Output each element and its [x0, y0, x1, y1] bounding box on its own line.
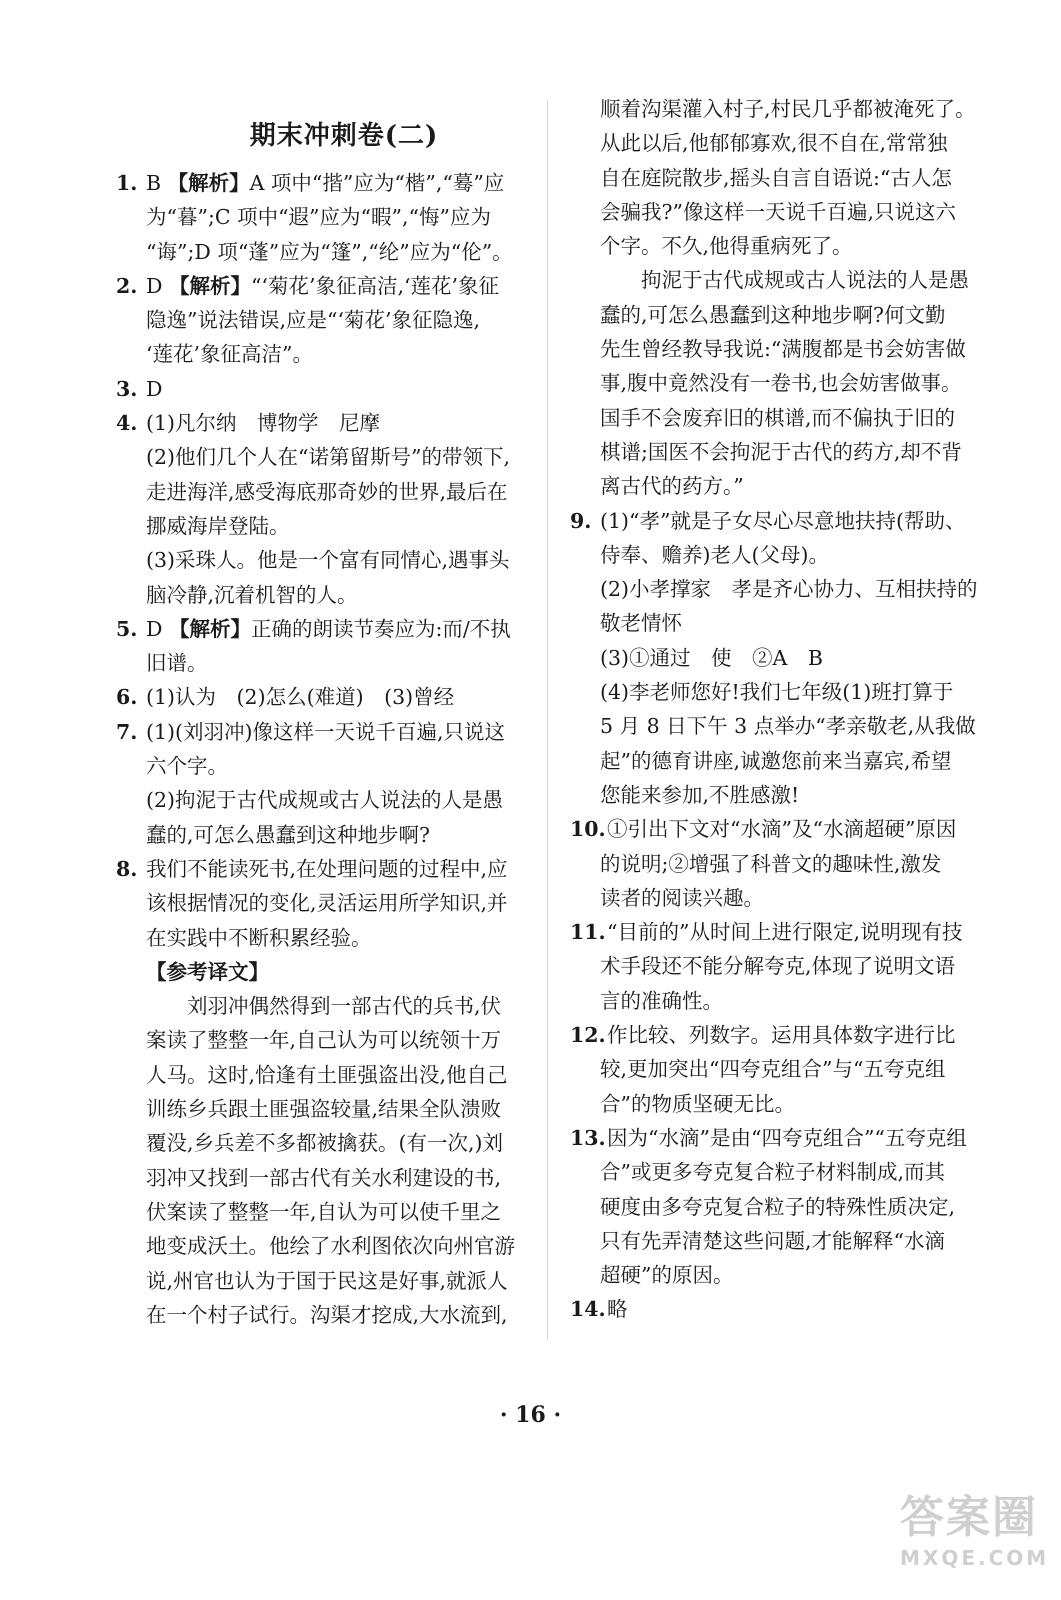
text-line: (2)拘泥于古代成规或古人说法的人是愚 [146, 788, 504, 813]
text-line: 言的准确性。 [600, 988, 723, 1013]
text-line: ‘莲花’象征高洁”。 [146, 342, 314, 367]
answer-number: 3. [116, 376, 138, 401]
text-line: 人马。这时,恰逢有土匪强盗出没,他自己 [146, 1062, 508, 1087]
answer-item [116, 372, 554, 406]
answer-number: 11. [570, 920, 606, 945]
answer-item [570, 915, 1010, 949]
text-line: 旧谱。 [146, 651, 208, 676]
answer-text: ①引出下文对“水滴”及“水滴超硬”原因 [607, 817, 957, 842]
text-line: 蠢的,可怎么愚蠢到这种地步啊? [146, 822, 431, 847]
answer-item [116, 406, 554, 440]
left-column [116, 96, 554, 1332]
watermark-logo [900, 1490, 1050, 1590]
answer-text: 略 [607, 1297, 628, 1322]
answer-number: 14. [570, 1297, 606, 1322]
text-line: (3)①通过 使 ②A B [600, 645, 823, 670]
answer-text: “‘菊花’象征高洁,‘莲花’象征 [250, 273, 500, 298]
answer-text: (1)“孝”就是子女尽心尽意地扶持(帮助、 [600, 508, 966, 533]
text-line: 事,腹中竟然没有一卷书,也会妨害做事。 [600, 371, 962, 396]
answer-number: 4. [116, 411, 138, 436]
text-line: (4)李老师您好!我们七年级(1)班打算于 [600, 680, 954, 705]
text-line: 挪威海岸登陆。 [146, 513, 290, 538]
answer-item [116, 680, 554, 714]
text-line: 训练乡兵跟土匪强盗较量,结果全队溃败 [146, 1097, 502, 1122]
analysis-tag: 【解析】 [168, 273, 251, 298]
text-line: 在一个村子试行。沟渠才挖成,大水流到, [146, 1302, 508, 1327]
answer-text: (1)(刘羽冲)像这样一天说千百遍,只说这 [146, 719, 506, 744]
answer-item [116, 715, 554, 749]
text-line: 先生曾经教导我说:“满腹都是书会妨害做 [600, 337, 966, 362]
text-line: 伏案读了整整一年,自认为可以使千里之 [146, 1199, 502, 1224]
text-line: 5 月 8 日下午 3 点举办“孝亲敬老,从我做 [600, 714, 976, 739]
text-line: 说,州官也认为于国于民这是好事,就派人 [146, 1268, 508, 1293]
text-line: 自在庭院散步,摇头自言自语说:“古人怎 [600, 165, 952, 190]
answer-text: D [146, 376, 163, 401]
answer-item [570, 1018, 1010, 1052]
answer-number: 8. [116, 856, 138, 881]
paragraph-start-line: 刘羽冲偶然得到一部古代的兵书,伏 [187, 994, 502, 1019]
text-line: (2)小孝撑家 孝是齐心协力、互相扶持的 [600, 577, 978, 602]
watermark-chars: 答案圈 [900, 1492, 1038, 1543]
answer-text: 因为“水滴”是由“四夸克组合”“五夸克组 [607, 1125, 967, 1150]
answer-text: (1)认为 (2)怎么(难道) (3)曾经 [146, 685, 455, 710]
answer-number: 13. [570, 1125, 606, 1150]
text-line: 案读了整整一年,自己认为可以统领十万 [146, 1028, 502, 1053]
answer-number: 5. [116, 616, 138, 641]
answer-item [116, 612, 554, 646]
text-line: 脑冷静,沉着机智的人。 [146, 582, 358, 607]
answer-item [116, 269, 554, 303]
text-line: 只有先弄清楚这些问题,才能解释“水滴 [600, 1228, 945, 1253]
answer-text: 正确的朗读节奏应为:而/不执 [250, 616, 511, 641]
text-line: 术手段还不能分解夸克,体现了说明文语 [600, 954, 956, 979]
text-line: 起”的德育讲座,诚邀您前来当嘉宾,希望 [600, 748, 952, 773]
text-line: “诲”;D 项“蓬”应为“篷”,“纶”应为“伦”。 [146, 239, 513, 264]
text-line: 合”或更多夸克复合粒子材料制成,而其 [600, 1160, 945, 1185]
text-line: 敬老情怀 [600, 611, 682, 636]
text-line: 为“暮”;C 项中“遐”应为“暇”,“悔”应为 [146, 205, 491, 230]
text-line: 该根据情况的变化,灵活运用所学知识,并 [146, 891, 508, 916]
answer-item [116, 166, 554, 200]
analysis-tag: 【解析】 [168, 616, 251, 641]
text-line: 合”的物质坚硬无比。 [600, 1091, 795, 1116]
text-line: 棋谱;国医不会拘泥于古代的药方,却不背 [600, 439, 962, 464]
page-number: · 16 · [499, 1402, 562, 1428]
answer-item [570, 1292, 1010, 1326]
text-line: 侍奉、赡养)老人(父母)。 [600, 542, 829, 567]
answer-text: D [146, 273, 169, 298]
text-line: 国手不会废弃旧的棋谱,而不偏执于旧的 [600, 405, 956, 430]
analysis-tag: 【解析】 [167, 171, 250, 195]
answer-number: 6. [116, 685, 138, 710]
text-line: 覆没,乡兵差不多都被擒获。(有一次,)刘 [146, 1131, 504, 1156]
text-line: 超硬”的原因。 [600, 1263, 734, 1288]
text-line: 个字。不久,他得重病死了。 [600, 234, 853, 259]
text-line: 会骗我?”像这样一天说千百遍,只说这六 [600, 199, 956, 224]
answer-number: 12. [570, 1023, 606, 1048]
answer-item [570, 812, 1010, 846]
text-line: 在实践中不断积累经验。 [146, 925, 372, 950]
right-column [570, 92, 1010, 1327]
answer-text: B [146, 171, 168, 195]
answer-item [570, 1121, 1010, 1155]
right-column-lines [570, 92, 1010, 1327]
text-line: 读者的阅读兴趣。 [600, 885, 764, 910]
text-line: 硬度由多夸克复合粒子的特殊性质决定, [600, 1194, 956, 1219]
text-line: 六个字。 [146, 754, 228, 779]
answer-number: 7. [116, 719, 138, 744]
answer-text: 作比较、列数字。运用具体数字进行比 [607, 1023, 956, 1048]
text-line: 较,更加突出“四夸克组合”与“五夸克组 [600, 1057, 946, 1082]
answer-number: 10. [570, 817, 606, 842]
text-line: 的说明;②增强了科普文的趣味性,激发 [600, 851, 942, 876]
watermark-url: MXQE.COM [900, 1546, 1050, 1570]
text-line: (3)采珠人。他是一个富有同情心,遇事头 [146, 548, 510, 573]
answer-number: 9. [570, 508, 592, 533]
answer-number: 1. [116, 171, 138, 195]
text-line: 蠢的,可怎么愚蠢到这种地步啊?何文勤 [600, 302, 946, 327]
text-line: 地变成沃土。他绘了水利图依次向州官游 [146, 1234, 515, 1259]
left-column-lines [116, 166, 554, 1332]
text-line: 从此以后,他郁郁寡欢,很不自在,常常独 [600, 131, 948, 156]
paragraph-start-line: 拘泥于古代成规或古人说法的人是愚 [641, 268, 969, 293]
text-line: 走进海洋,感受海底那奇妙的世界,最后在 [146, 479, 508, 504]
answer-number: 2. [116, 273, 138, 298]
text-line: 离古代的药方。” [600, 474, 744, 499]
page-title: 期末冲刺卷(二) [249, 121, 439, 151]
text-line: 您能来参加,不胜感激! [600, 782, 800, 807]
answer-item [570, 504, 1010, 538]
answer-text: D [146, 616, 169, 641]
text-line: (2)他们几个人在“诺第留斯号”的带领下, [146, 445, 511, 470]
answer-item [116, 852, 554, 886]
answer-text: (1)凡尔纳 博物学 尼摩 [146, 411, 381, 436]
reference-translation-heading: 【参考译文】 [146, 959, 269, 984]
answer-text: “目前的”从时间上进行限定,说明现有技 [607, 920, 963, 945]
answer-text: A 项中“揩”应为“楷”,“蓦”应 [249, 171, 505, 195]
text-line: 顺着沟渠灌入村子,村民几乎都被淹死了。 [600, 97, 976, 121]
text-line: 羽冲又找到一部古代有关水利建设的书, [146, 1165, 502, 1190]
text-line: 隐逸”说法错误,应是“‘菊花’象征隐逸, [146, 308, 481, 333]
answer-text: 我们不能读死书,在处理问题的过程中,应 [146, 856, 508, 881]
